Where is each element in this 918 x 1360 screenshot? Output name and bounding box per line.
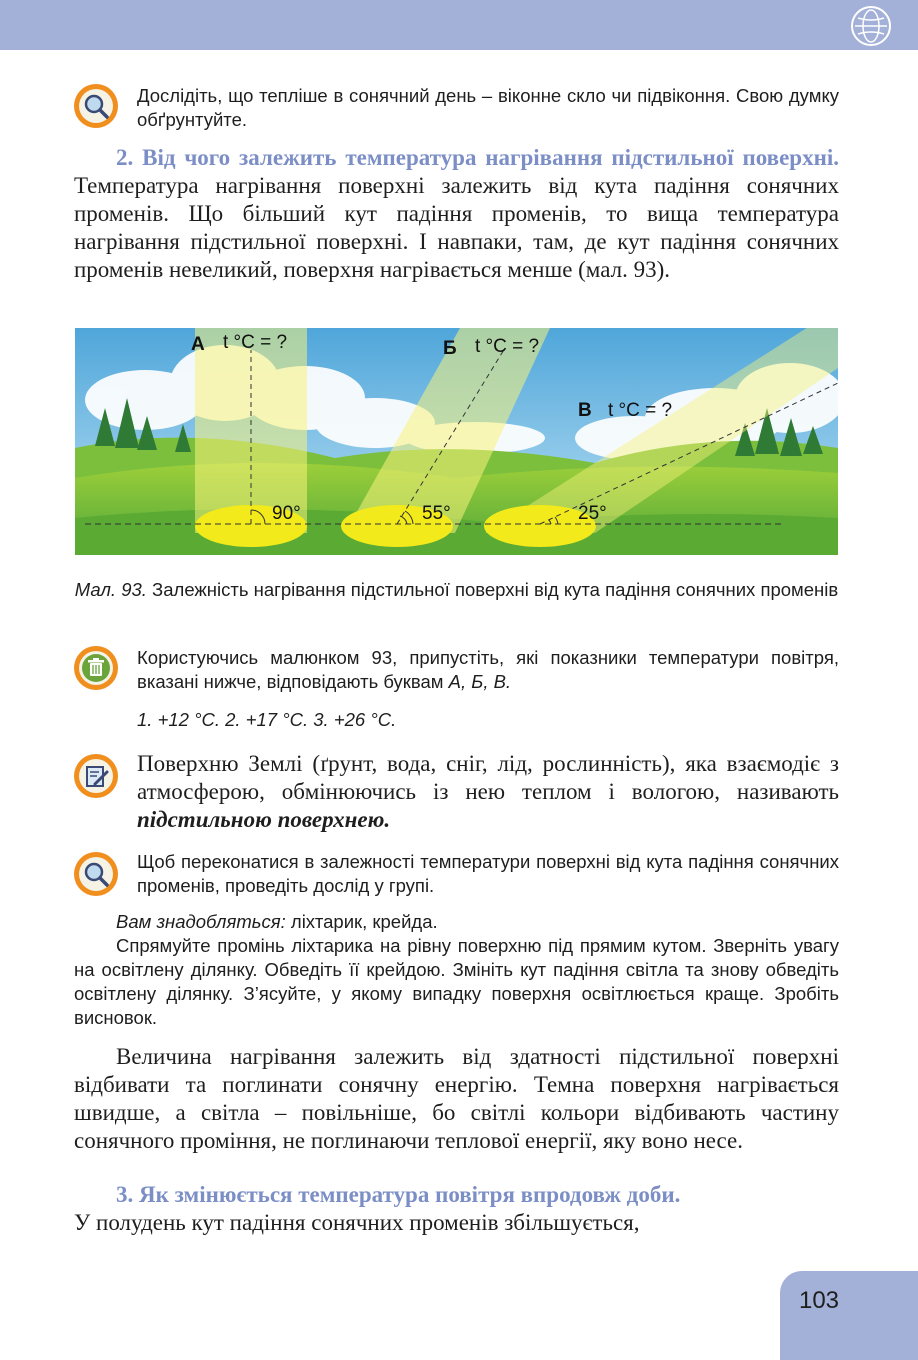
materials-label: Вам знадобляться: <box>116 911 286 932</box>
magnifier-icon <box>74 852 118 896</box>
beam-a-temp: t °С = ? <box>223 332 288 353</box>
section-2-body: Температура нагрівання поверхні залежить від кута падіння сонячних променів. Що більший кут падіння променів, то вища температура нагрівання підстильної поверхні. І навпаки, там, де кут падіння сонячних променів невеликий, поверхня нагрівається менше (мал. 93). <box>74 173 839 282</box>
beam-a-letter: А <box>191 334 205 355</box>
task-2-letters: А, Б, В. <box>448 671 512 692</box>
task-2-options <box>137 708 839 732</box>
globe-icon <box>851 6 891 46</box>
page-number-tab <box>780 1271 918 1360</box>
task-research-glass: Дослідіть, що тепліше в сонячний день – віконне скло чи підвіконня. Свою думку обґрунтуйте. <box>137 85 839 130</box>
experiment-materials <box>74 910 839 934</box>
definition-underlying-surface <box>137 750 839 834</box>
beam-b-angle: 55° <box>422 503 451 524</box>
magnifier-icon <box>74 84 118 128</box>
trash-can-icon <box>74 646 118 690</box>
beam-v-letter: В <box>578 400 592 421</box>
page-number: 103 <box>798 1287 840 1314</box>
figure-caption <box>74 578 839 601</box>
figure-caption-label: Мал. 93. <box>74 579 147 600</box>
pencil-note-icon <box>74 754 118 798</box>
figure-caption-text: Залежність нагрівання підстильної поверхні від кута падіння сонячних променів <box>146 579 839 600</box>
definition-text: Поверхню Землі (ґрунт, вода, сніг, лід, рослинність), яка взаємодіє з атмосферою, обмінюючись із нею теплом і вологою, називають <box>137 751 839 804</box>
experiment-instructions: Спрямуйте промінь ліхтарика на рівну поверхню під прямим кутом. Зверніть увагу на освітлену ділянку. Обведіть її крейдою. Змініть кут падіння світла та знову обведіть освітлену ділянку. З’ясуйте, у якому випадку поверхня освітлюється краще. Зробіть висновок. <box>74 935 839 1028</box>
section-3-heading-line <box>74 1181 839 1209</box>
beam-v-temp: t °С = ? <box>608 400 673 421</box>
albedo-paragraph: Величина нагрівання залежить від здатності підстильної поверхні відбивати та поглинати сонячну енергію. Темна поверхня нагрівається швидше, а світла – повільніше, бо світлі кольори відбивають частину сонячного проміння, не поглинаючи теплової енергії, яку воно несе. <box>74 1044 839 1153</box>
header-band <box>0 0 918 50</box>
materials-items: ліхтарик, крейда. <box>285 911 438 932</box>
section-2-heading: 2. Від чого залежить температура нагрівання підстильної поверхні. <box>116 145 839 170</box>
beam-b-temp: t °С = ? <box>475 336 540 357</box>
task-2-text: Користуючись малюнком 93, припустіть, які показники температури повітря, вказані нижче, відповідають буквам <box>137 647 839 692</box>
section-3-body: У полудень кут падіння сонячних променів збільшується, <box>74 1210 640 1235</box>
task-2-options-text: 1. +12 °С. 2. +17 °С. 3. +26 °С. <box>137 709 397 730</box>
figure-93-illustration <box>75 328 838 555</box>
beam-v-angle: 25° <box>578 503 607 524</box>
beam-a-angle: 90° <box>272 503 301 524</box>
section-2-paragraph <box>74 144 839 284</box>
definition-term: підстильною поверхнею. <box>137 807 391 832</box>
section-3-heading: 3. Як змінюється температура повітря впродовж доби. <box>116 1182 681 1207</box>
beam-b-letter: Б <box>443 338 457 359</box>
task-match-temperatures <box>137 646 839 694</box>
experiment-intro: Щоб переконатися в залежності температури поверхні від кута падіння сонячних променів, проведіть дослід у групі. <box>137 851 839 896</box>
